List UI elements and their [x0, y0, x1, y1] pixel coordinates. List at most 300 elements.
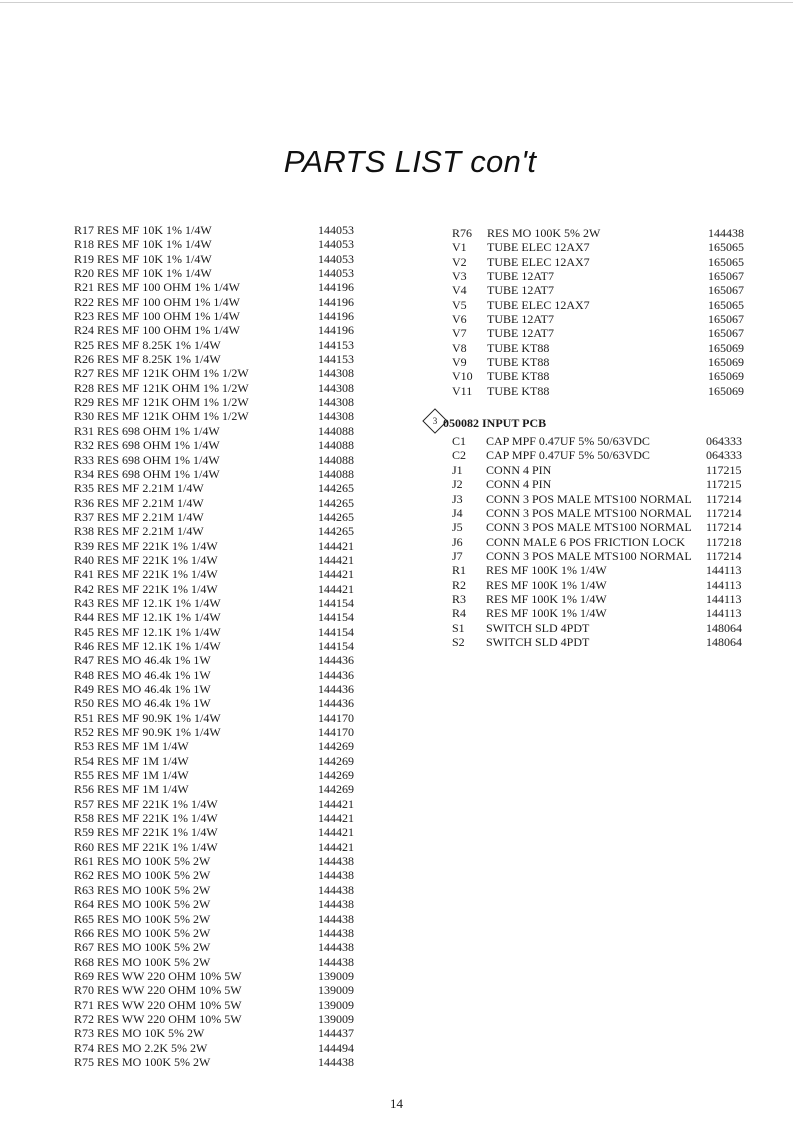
parts-list-left-column [60, 223, 360, 1069]
part-number: 144113 [706, 563, 742, 578]
part-description: RES MF 8.25K 1% 1/4W [97, 337, 221, 352]
part-ref: R61 [73, 854, 94, 869]
part-row [60, 610, 360, 624]
part-description: RES MO 46.4k 1% 1W [97, 696, 211, 711]
part-row [452, 563, 747, 577]
part-ref: V10 [452, 369, 473, 384]
part-row [452, 578, 747, 592]
part-ref: R54 [73, 753, 94, 768]
part-ref: R67 [73, 940, 94, 955]
part-row [60, 352, 360, 366]
part-row [60, 868, 360, 882]
part-description: RES MO 100K 5% 2W [97, 897, 211, 912]
part-number: 117214 [706, 505, 742, 520]
parts-list-right-column [432, 226, 747, 649]
part-number: 144196 [318, 309, 354, 324]
part-row [452, 592, 747, 606]
part-description: RES MF 8.25K 1% 1/4W [97, 352, 221, 367]
part-row [452, 326, 747, 340]
part-number: 144436 [318, 653, 354, 668]
part-ref: R70 [73, 983, 94, 998]
part-number: 144308 [318, 380, 354, 395]
part-description: CONN 3 POS MALE MTS100 NORMAL [486, 548, 692, 563]
part-ref: R35 [73, 481, 94, 496]
part-row [60, 582, 360, 596]
part-row [60, 295, 360, 309]
part-row [452, 520, 747, 534]
input-pcb-section-header [432, 414, 747, 434]
part-row [452, 269, 747, 283]
part-number: 139009 [318, 968, 354, 983]
part-description: RES WW 220 OHM 10% 5W [97, 983, 242, 998]
part-ref: R52 [73, 725, 94, 740]
part-row [60, 338, 360, 352]
part-description: RES WW 220 OHM 10% 5W [97, 997, 242, 1012]
part-ref: R40 [73, 552, 94, 567]
part-number: 144438 [318, 882, 354, 897]
part-row [452, 312, 747, 326]
part-description: RES MF 10K 1% 1/4W [97, 237, 212, 252]
part-number: 144053 [318, 251, 354, 266]
part-ref: R29 [73, 395, 94, 410]
part-description: RES MF 121K OHM 1% 1/2W [97, 366, 249, 381]
part-description: RES MF 2.21M 1/4W [97, 481, 204, 496]
part-row [60, 696, 360, 710]
part-row [60, 467, 360, 481]
part-number: 144438 [318, 954, 354, 969]
part-number: 144113 [706, 591, 742, 606]
part-number: 144436 [318, 696, 354, 711]
part-description: RES MO 100K 5% 2W [97, 940, 211, 955]
part-number: 144154 [318, 595, 354, 610]
part-ref: R64 [73, 897, 94, 912]
part-description: RES MF 100K 1% 1/4W [486, 563, 607, 578]
part-number: 144088 [318, 438, 354, 453]
part-description: RES MF 2.21M 1/4W [97, 524, 204, 539]
part-row [60, 883, 360, 897]
part-row [60, 983, 360, 997]
part-ref: R51 [73, 710, 94, 725]
part-ref: R63 [73, 882, 94, 897]
part-description: CONN 3 POS MALE MTS100 NORMAL [486, 505, 692, 520]
part-number: 144113 [706, 577, 742, 592]
part-row [60, 309, 360, 323]
part-row [60, 366, 360, 380]
part-ref: V1 [452, 240, 467, 255]
part-ref: R22 [73, 294, 94, 309]
part-row [60, 711, 360, 725]
part-ref: R55 [73, 768, 94, 783]
part-description: RES MF 221K 1% 1/4W [97, 552, 218, 567]
part-description: RES MF 100 OHM 1% 1/4W [97, 280, 241, 295]
part-number: 148064 [706, 620, 742, 635]
part-number: 144053 [318, 237, 354, 252]
part-number: 144438 [318, 868, 354, 883]
part-row [452, 369, 747, 383]
part-row [60, 926, 360, 940]
part-description: RES MF 10K 1% 1/4W [97, 223, 212, 237]
part-ref: R32 [73, 438, 94, 453]
part-number: 144438 [318, 1054, 354, 1069]
part-row [60, 280, 360, 294]
part-description: RES MF 100 OHM 1% 1/4W [97, 294, 241, 309]
part-row [60, 223, 360, 237]
part-number: 144438 [708, 226, 744, 240]
part-description: TUBE ELEC 12AX7 [487, 240, 590, 255]
part-number: 144154 [318, 610, 354, 625]
part-row [60, 453, 360, 467]
part-row [60, 323, 360, 337]
part-number: 117215 [706, 462, 742, 477]
part-number: 144153 [318, 352, 354, 367]
part-row [60, 381, 360, 395]
part-ref: V7 [452, 326, 467, 341]
part-row [60, 625, 360, 639]
part-number: 144053 [318, 223, 354, 237]
part-ref: J2 [452, 477, 463, 492]
revision-number: 3 [432, 416, 438, 427]
part-row [452, 463, 747, 477]
part-description: RES MO 46.4k 1% 1W [97, 653, 211, 668]
part-row [60, 739, 360, 753]
part-ref: R47 [73, 653, 94, 668]
part-row [60, 553, 360, 567]
part-number: 117214 [706, 520, 742, 535]
part-number: 144421 [318, 796, 354, 811]
part-row [452, 255, 747, 269]
part-number: 139009 [318, 997, 354, 1012]
part-ref: R36 [73, 495, 94, 510]
part-row [60, 754, 360, 768]
part-description: RES MO 46.4k 1% 1W [97, 682, 211, 696]
part-number: 144437 [318, 1026, 354, 1041]
part-ref: R4 [452, 606, 467, 621]
part-description: RES 698 OHM 1% 1/4W [97, 423, 220, 438]
part-ref: R41 [73, 567, 94, 582]
part-number: 165065 [708, 240, 744, 255]
part-row [60, 539, 360, 553]
part-description: RES MF 221K 1% 1/4W [97, 796, 218, 811]
part-ref: R45 [73, 624, 94, 639]
part-ref: V8 [452, 340, 467, 355]
part-description: RES MF 12.1K 1% 1/4W [97, 638, 221, 653]
part-row [60, 596, 360, 610]
part-description: RES MF 1M 1/4W [97, 739, 189, 754]
part-description: TUBE 12AT7 [487, 312, 554, 327]
part-description: RES MF 100 OHM 1% 1/4W [97, 323, 241, 338]
part-ref: R42 [73, 581, 94, 596]
part-ref: R53 [73, 739, 94, 754]
part-description: RES MF 121K OHM 1% 1/2W [97, 409, 249, 424]
part-number: 165067 [708, 269, 744, 284]
part-row [452, 506, 747, 520]
part-description: RES MF 12.1K 1% 1/4W [97, 595, 221, 610]
part-number: 144269 [318, 768, 354, 783]
part-ref: S2 [452, 634, 465, 649]
part-ref: R21 [73, 280, 94, 295]
part-row [60, 897, 360, 911]
part-description: RES MO 100K 5% 2W [97, 882, 211, 897]
part-ref: V5 [452, 297, 467, 312]
input-pcb-title: 050082 INPUT PCB [443, 416, 547, 431]
part-description: CONN 3 POS MALE MTS100 NORMAL [486, 520, 692, 535]
part-row [60, 725, 360, 739]
top-rule [0, 2, 793, 3]
part-number: 165067 [708, 283, 744, 298]
part-row [60, 854, 360, 868]
part-ref: R26 [73, 352, 94, 367]
part-description: RES MO 100K 5% 2W [97, 868, 211, 883]
part-number: 144196 [318, 280, 354, 295]
part-description: RES MF 12.1K 1% 1/4W [97, 610, 221, 625]
part-ref: V2 [452, 254, 467, 269]
part-ref: R38 [73, 524, 94, 539]
part-ref: R18 [73, 237, 94, 252]
part-row [60, 1041, 360, 1055]
part-ref: R74 [73, 1040, 94, 1055]
part-row [452, 477, 747, 491]
part-number: 144421 [318, 839, 354, 854]
part-description: RES MF 221K 1% 1/4W [97, 811, 218, 826]
part-row [452, 549, 747, 563]
part-description: CAP MPF 0.47UF 5% 50/63VDC [486, 434, 650, 449]
part-row [60, 940, 360, 954]
part-row [60, 438, 360, 452]
page-number: 14 [390, 1096, 403, 1111]
part-number: 144421 [318, 552, 354, 567]
part-number: 117214 [706, 491, 742, 506]
part-description: TUBE ELEC 12AX7 [487, 254, 590, 269]
part-number: 144154 [318, 624, 354, 639]
part-ref: R71 [73, 997, 94, 1012]
part-ref: R66 [73, 925, 94, 940]
input-pcb-parts-list [452, 434, 747, 649]
part-number: 117218 [706, 534, 742, 549]
part-description: RES MF 100K 1% 1/4W [486, 577, 607, 592]
part-description: RES 698 OHM 1% 1/4W [97, 438, 220, 453]
part-row [60, 496, 360, 510]
part-description: SWITCH SLD 4PDT [486, 620, 590, 635]
part-description: RES MF 1M 1/4W [97, 753, 189, 768]
page-title: PARTS LIST con't [283, 144, 537, 179]
part-description: RES WW 220 OHM 10% 5W [97, 968, 242, 983]
part-ref: S1 [452, 620, 465, 635]
part-number: 144269 [318, 782, 354, 797]
part-ref: V11 [452, 383, 473, 398]
part-row [60, 481, 360, 495]
part-ref: C1 [452, 434, 467, 449]
part-row [60, 266, 360, 280]
part-ref: J6 [452, 534, 463, 549]
part-row [60, 567, 360, 581]
part-ref: R39 [73, 538, 94, 553]
part-ref: R65 [73, 911, 94, 926]
part-number: 144153 [318, 337, 354, 352]
part-ref: R37 [73, 509, 94, 524]
part-row [452, 384, 747, 398]
part-row [60, 969, 360, 983]
part-description: TUBE KT88 [487, 369, 550, 384]
part-description: TUBE KT88 [487, 383, 550, 398]
part-row [60, 682, 360, 696]
part-ref: R34 [73, 466, 94, 481]
part-ref: R69 [73, 968, 94, 983]
part-row [60, 639, 360, 653]
part-description: TUBE 12AT7 [487, 269, 554, 284]
part-number: 165069 [708, 369, 744, 384]
part-row [452, 535, 747, 549]
part-number: 144265 [318, 509, 354, 524]
part-description: RES MF 10K 1% 1/4W [97, 266, 212, 281]
part-row [60, 1055, 360, 1069]
part-ref: R46 [73, 638, 94, 653]
part-ref: J5 [452, 520, 463, 535]
part-number: 165065 [708, 297, 744, 312]
part-number: 144308 [318, 366, 354, 381]
part-ref: R48 [73, 667, 94, 682]
part-number: 144438 [318, 897, 354, 912]
part-number: 144421 [318, 581, 354, 596]
part-ref: J7 [452, 548, 463, 563]
part-description: RES MO 46.4k 1% 1W [97, 667, 211, 682]
part-number: 165069 [708, 355, 744, 370]
part-number: 144436 [318, 682, 354, 696]
part-ref: V6 [452, 312, 467, 327]
part-description: RES WW 220 OHM 10% 5W [97, 1011, 242, 1026]
part-ref: R68 [73, 954, 94, 969]
part-number: 144170 [318, 710, 354, 725]
part-description: RES MF 221K 1% 1/4W [97, 538, 218, 553]
part-number: 144494 [318, 1040, 354, 1055]
part-ref: R60 [73, 839, 94, 854]
part-number: 144308 [318, 409, 354, 424]
part-number: 165065 [708, 254, 744, 269]
part-ref: J1 [452, 462, 463, 477]
part-row [60, 782, 360, 796]
part-ref: R2 [452, 577, 467, 592]
part-description: TUBE 12AT7 [487, 326, 554, 341]
part-number: 165067 [708, 312, 744, 327]
part-description: RES MO 100K 5% 2W [487, 226, 601, 240]
part-row [60, 510, 360, 524]
part-description: RES MO 100K 5% 2W [97, 954, 211, 969]
part-number: 144438 [318, 925, 354, 940]
part-row [452, 283, 747, 297]
part-description: RES MF 1M 1/4W [97, 768, 189, 783]
part-number: 144265 [318, 495, 354, 510]
part-number: 165069 [708, 340, 744, 355]
part-number: 144421 [318, 825, 354, 840]
part-number: 144421 [318, 538, 354, 553]
part-row [60, 825, 360, 839]
part-description: SWITCH SLD 4PDT [486, 634, 590, 649]
part-ref: R75 [73, 1054, 94, 1069]
part-row [60, 409, 360, 423]
part-number: 144196 [318, 323, 354, 338]
part-number: 064333 [706, 434, 742, 449]
part-number: 144088 [318, 466, 354, 481]
part-description: RES MO 100K 5% 2W [97, 911, 211, 926]
part-description: RES MO 100K 5% 2W [97, 925, 211, 940]
part-ref: R31 [73, 423, 94, 438]
part-description: TUBE KT88 [487, 340, 550, 355]
part-number: 117215 [706, 477, 742, 492]
part-ref: R76 [452, 226, 473, 240]
part-number: 144308 [318, 395, 354, 410]
part-ref: V3 [452, 269, 467, 284]
part-ref: J4 [452, 505, 463, 520]
part-description: RES MF 121K OHM 1% 1/2W [97, 395, 249, 410]
part-description: TUBE KT88 [487, 355, 550, 370]
part-row [452, 434, 747, 448]
part-row [452, 448, 747, 462]
part-row [452, 355, 747, 369]
part-row [452, 226, 747, 240]
part-row [60, 998, 360, 1012]
part-row [60, 768, 360, 782]
part-description: RES MF 2.21M 1/4W [97, 495, 204, 510]
part-description: RES MF 221K 1% 1/4W [97, 825, 218, 840]
part-description: RES 698 OHM 1% 1/4W [97, 466, 220, 481]
part-number: 144438 [318, 911, 354, 926]
part-row [60, 524, 360, 538]
part-number: 144436 [318, 667, 354, 682]
part-row [452, 341, 747, 355]
part-number: 139009 [318, 983, 354, 998]
part-ref: R28 [73, 380, 94, 395]
part-description: RES MF 221K 1% 1/4W [97, 567, 218, 582]
part-number: 144088 [318, 452, 354, 467]
part-number: 064333 [706, 448, 742, 463]
part-number: 144438 [318, 940, 354, 955]
part-description: CONN MALE 6 POS FRICTION LOCK [486, 534, 686, 549]
part-description: CONN 4 PIN [486, 477, 552, 492]
part-row [60, 840, 360, 854]
part-number: 144154 [318, 638, 354, 653]
part-ref: R25 [73, 337, 94, 352]
part-ref: R1 [452, 563, 467, 578]
part-ref: R49 [73, 682, 94, 696]
part-ref: V4 [452, 283, 467, 298]
part-ref: R59 [73, 825, 94, 840]
part-ref: R17 [73, 223, 94, 237]
part-ref: R72 [73, 1011, 94, 1026]
part-description: CONN 4 PIN [486, 462, 552, 477]
part-description: RES MF 221K 1% 1/4W [97, 581, 218, 596]
part-row [452, 298, 747, 312]
part-description: RES MF 12.1K 1% 1/4W [97, 624, 221, 639]
part-row [60, 395, 360, 409]
part-description: TUBE 12AT7 [487, 283, 554, 298]
part-number: 144113 [706, 606, 742, 621]
part-number: 144265 [318, 481, 354, 496]
part-number: 144053 [318, 266, 354, 281]
part-row [60, 252, 360, 266]
part-description: CAP MPF 0.47UF 5% 50/63VDC [486, 448, 650, 463]
part-description: RES MF 2.21M 1/4W [97, 509, 204, 524]
part-number: 144421 [318, 811, 354, 826]
part-row [60, 668, 360, 682]
part-number: 144421 [318, 567, 354, 582]
part-ref: R57 [73, 796, 94, 811]
part-description: CONN 3 POS MALE MTS100 NORMAL [486, 491, 692, 506]
part-description: RES 698 OHM 1% 1/4W [97, 452, 220, 467]
part-ref: J3 [452, 491, 463, 506]
part-row [60, 797, 360, 811]
part-number: 144269 [318, 753, 354, 768]
part-number: 117214 [706, 548, 742, 563]
part-description: RES MF 100K 1% 1/4W [486, 591, 607, 606]
